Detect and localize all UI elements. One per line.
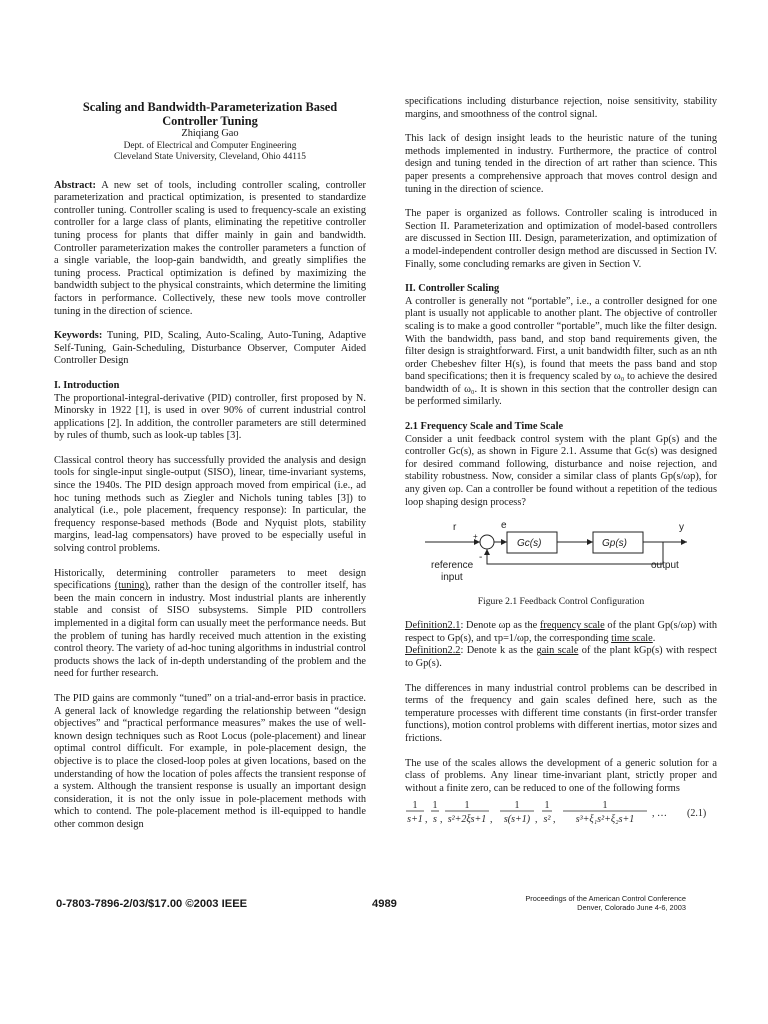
keywords [54, 330, 366, 368]
signal-e-label: e [501, 520, 507, 532]
arrow-into-plant [587, 539, 593, 545]
intro-paragraph-3 [54, 568, 366, 681]
equation-denominator: s+1 [407, 814, 423, 826]
left-column [54, 96, 366, 832]
definition-2-1-text-b: of the plant Gp(s/ωp) with respect to Gp(s), and τp=1/ωp, the corresponding [405, 620, 717, 644]
affiliation-university: Cleveland State University, Cleveland, Ohio 44115 [114, 151, 306, 162]
reference-label: reference [431, 560, 474, 572]
definition-2-2 [405, 645, 717, 670]
equation-numerator: 1 [464, 800, 470, 812]
subsection-heading-frequency-scale: 2.1 Frequency Scale and Time Scale [405, 421, 564, 433]
right-paragraph-5: The use of the scales allows the development of a generic solution for a class of problems. Any linear time-invariant plant, strictly proper and without a finite zero, can be reduced to one of the following forms [405, 757, 717, 794]
intro-p3-text-b: , rather than the design of the controller itself, has been the main concern in industry. Most industrial plants are inherently stable and consist of SISO subsystems. Simple PID controllers implemented in a digital form can usually meet the performance needs. But the problem of tuning has hardly received much attention in the existing control theory. The variety of ad-hoc tuning algorithms in industrial control products shows the lack of in-depth understanding of the problem and the need for further research. [54, 580, 366, 680]
scaling-paragraph: A controller is generally not “portable”, i.e., a controller designed for one plant is usually not applicable to another plant. The objective of controller scaling is to make a good controller “portable”, much like the filter design. With the bandwidth, pass band, and stop band requirements given, the filter design is straightforward. First, a unit bandwidth filter, such as an nth order Chebeshev filter H(s), is found that meets the pass band and stop band specifications; then it is frequency scaled by ω₀ to achieve the desired bandwidth of ω₀. It is shown in this section that the controller design can be performed similarly. [405, 295, 717, 408]
equation-tail: , … [652, 808, 667, 820]
equation-comma: , [440, 814, 443, 826]
equation-comma: , [535, 814, 538, 826]
intro-paragraph-2: Classical control theory has successfully provided the analysis and design tools for single-input single-output (SISO), linear, time-invariant systems, since the 1940s. The PID design approach moved from empirical (i.e., ad hoc tuning methods such as Ziegler and Nichols tuning tables [3]) to analytical (i.e., pole placement, frequency response): In particular, the frequency response-based methods (Bode and Nyquist plots, stability margins, lead-lag compensators) have proved to be especially useful in solving control problems. [54, 454, 366, 555]
definition-2-2-label: Definition2.2 [405, 645, 461, 657]
plant-label: Gp(s) [602, 538, 627, 550]
intro-paragraph-1: The proportional-integral-derivative (PID) controller, first proposed by N. Minorsky in 1922 [1], is used in over 90% of current industrial control applications [2]. In addition, the controller parameters are still determined by rules of thumb, such as look-up tables [3]. [54, 392, 366, 442]
minus-sign: - [479, 552, 483, 564]
arrow-feedback [484, 549, 490, 555]
definition-2-1-term-2: time scale [611, 632, 653, 644]
output-label: output [651, 560, 679, 572]
footer-proceedings [468, 894, 686, 912]
arrow-output [681, 539, 687, 545]
frequency-scale-paragraph: Consider a unit feedback control system with the plant Gp(s) and the controller Gc(s), as shown in Figure 2.1. Assume that Gc(s) was designed for desired command following, disturbance and noise rejection, and stability robustness. Now, consider a similar class of plants Gp(s/ωp), for any given ωp. Can a controller be found without a repetition of the tedious loop shaping design process? [405, 433, 717, 508]
footer-proceedings-line-2: Denver, Colorado June 4-6, 2003 [577, 903, 686, 912]
equation-comma: , [490, 814, 493, 826]
right-paragraph-2: This lack of design insight leads to the heuristic nature of the tuning methods implemented in industry. Furthermore, the practice of control design and tuning tended in the direction of art rather than science. This paper presents a comprehensive approach that moves control design and tuning in the direction of science. [405, 133, 717, 195]
definition-2-2-text-a: : Denote k as the [460, 645, 537, 657]
equation-svg [405, 798, 717, 828]
affiliation-dept: Dept. of Electrical and Computer Engineering [123, 140, 297, 151]
definition-2-1-text-c: . [652, 632, 656, 644]
arrow-into-controller [501, 539, 507, 545]
definition-2-1 [405, 620, 717, 645]
input-label: input [441, 572, 463, 584]
figure-caption: Figure 2.1 Feedback Control Configuration [477, 596, 645, 608]
section-heading-introduction: I. Introduction [54, 379, 120, 391]
equation-denominator: s²+2ξs+1 [447, 814, 487, 826]
keywords-text: Tuning, PID, Scaling, Auto-Scaling, Auto-Tuning, Adaptive Self-Tuning, Gain-Scheduling, Disturbance Observer, Computer Aided Controller Design [54, 330, 366, 367]
feedback-diagram [405, 515, 717, 610]
paper-title: Scaling and Bandwidth-Parameterization Based Controller Tuning [82, 100, 338, 128]
intro-p3-text-a: Historically, determining controller parameters to meet design specifications [54, 567, 366, 592]
right-paragraph-3: The paper is organized as follows. Controller scaling is introduced in Section II. Parameterization and optimization of model-based controllers are discussed in Section III. Design, parameterization, and optimization of a model-independent controller design method are discussed in Section IV. Finally, some concluding remarks are given in Section V. [405, 208, 717, 270]
right-paragraph-1: specifications including disturbance rejection, noise sensitivity, stability margins, and smoothness of the control signal. [405, 96, 717, 120]
intro-paragraph-4: The PID gains are commonly “tuned” on a trial-and-error basis in practice. A general lack of knowledge regarding the relationship between “design objectives” and “practical performance measures” makes the use of well-known design techniques such as Root Locus (pole-placement) and linear optimal control difficult. For example, in pole-placement design, the objective is to place the closed-loop poles at given locations, based on the understanding of how the location of poles affects the transient response of a system. Although the transient response is usually an important design consideration, it is not the only issue in pole-placement methods with which to contend. The pole-placement method is ill-equipped to handle other common design [54, 692, 366, 830]
equation-number: (2.1) [687, 808, 707, 820]
signal-r-label: r [453, 522, 457, 534]
equation-denominator: s(s+1) [503, 814, 531, 826]
page-number: 4989 [372, 898, 397, 910]
equation-denominator: s² [543, 814, 551, 826]
section-heading-controller-scaling: II. Controller Scaling [405, 283, 500, 295]
right-paragraph-4: The differences in many industrial control problems can be described in terms of the frequency and gain scales defined here, such as the temperature processes with different time constants (in first-order transfer functions), motion control problems with different inertias, motor sizes and frictions. [405, 682, 717, 744]
definition-2-1-term: frequency scale [539, 620, 605, 632]
abstract [54, 180, 366, 319]
author: Zhiqiang Gao [181, 128, 239, 139]
summing-junction [480, 535, 494, 549]
abstract-text: A new set of tools, including controller scaling, controller parameterization and practical optimization, is presented to standardize controller tuning. Controller scaling is used to frequency-scale an existing controller for a large class of plants, eliminating the repetitive controller tuning process for plants that differ mainly in gain and bandwidth. Controller parameterization makes the controller parameters a function of a single variable, the loop-gain bandwidth, and greatly simplifies the tuning process. Practical optimization is defined by maximizing the bandwidth subject to the physical constraints, which determine the limiting factors in performance. Collectively, these new tools move controller tuning in the direction of science. [54, 179, 366, 317]
signal-y-label: y [679, 522, 684, 534]
definition-2-2-text-b: of the plant kGp(s) with respect to Gp(s). [405, 645, 717, 669]
abstract-label: Abstract: [54, 179, 96, 191]
equation-numerator: 1 [432, 800, 438, 812]
equation-denominator: s³+ξ₁s²+ξ₂s+1 [575, 814, 635, 826]
definition-2-1-label: Definition2.1 [405, 620, 461, 632]
equation-denominator: s [433, 814, 437, 826]
controller-label: Gc(s) [517, 538, 542, 550]
equation-numerator: 1 [412, 800, 418, 812]
footer-isbn: 0-7803-7896-2/03/$17.00 ©2003 IEEE [56, 898, 248, 910]
right-column [405, 96, 717, 828]
intro-p3-underlined: (tuning) [114, 580, 149, 592]
equation-comma: , [425, 814, 428, 826]
definition-2-1-text-a: : Denote ωp as the [460, 620, 540, 632]
definition-2-2-term: gain scale [536, 645, 579, 657]
equation-numerator: 1 [544, 800, 550, 812]
equation-numerator: 1 [514, 800, 520, 812]
equation-2-1 [405, 798, 717, 828]
footer-proceedings-line-1: Proceedings of the American Control Conference [525, 894, 686, 903]
equation-comma: , [553, 814, 556, 826]
plus-sign: + [473, 532, 478, 542]
keywords-label: Keywords: [54, 330, 103, 342]
equation-numerator: 1 [602, 800, 608, 812]
